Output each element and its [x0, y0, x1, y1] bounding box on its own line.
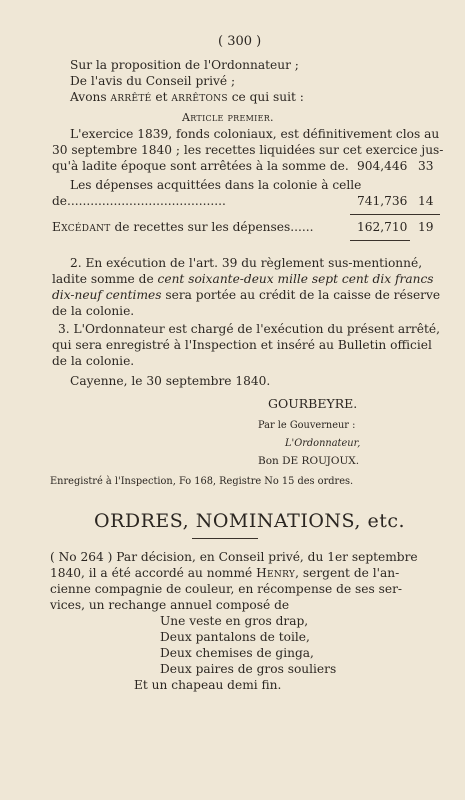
place-date: Cayenne, le 30 septembre 1840. — [70, 374, 271, 388]
item-chapeau: Et un chapeau demi fin. — [134, 678, 282, 692]
ordre-line-2 — [50, 566, 399, 581]
sum-rule — [350, 214, 440, 215]
item-souliers: Deux paires de gros souliers — [160, 662, 337, 676]
excedant-text: Excédant — [52, 220, 111, 234]
avons-text: Avons — [70, 90, 111, 104]
signature-roujoux: Bon DE ROUJOUX. — [258, 455, 360, 467]
ladite-text: ladite somme de — [52, 272, 158, 286]
art1-line-2: 30 septembre 1840 ; les recettes liquidées sur cet exercice jus- — [52, 143, 444, 157]
art1-line-1: L'exercice 1839, fonds coloniaux, est définitivement clos au — [70, 127, 440, 141]
art2-line-2 — [52, 272, 434, 287]
art2-line-4: de la colonie. — [52, 304, 135, 318]
total-rule — [350, 240, 410, 241]
art1-line-3: qu'à ladite époque sont arrêtées à la somme de. — [52, 159, 349, 173]
arrete-text: arrêté — [110, 90, 152, 104]
item-veste: Une veste en gros drap, — [160, 614, 309, 628]
page-number: ( 300 ) — [218, 34, 262, 49]
art3-line-2: qui sera enregistré à l'Inspection et inséré au Bulletin officiel — [52, 338, 432, 352]
name-henry: Henry — [256, 566, 296, 580]
art2-line-3 — [52, 288, 440, 303]
art3-line-1: 3. L'Ordonnateur est chargé de l'exécution du présent arrêté, — [58, 322, 440, 336]
article-heading: Article premier. — [182, 111, 274, 124]
art2-line-1: 2. En exécution de l'art. 39 du règlement sus-mentionné, — [70, 256, 423, 270]
somme-words-1: cent soixante-deux mille sept cent dix francs — [157, 272, 434, 286]
registration-note: Enregistré à l'Inspection, Fo 168, Registre No 15 des ordres. — [50, 476, 354, 487]
ordre-line-3: cienne compagnie de couleur, en récompense de ses ser- — [50, 582, 403, 596]
et-text: et — [151, 90, 172, 104]
l-ordonnateur: L'Ordonnateur, — [285, 438, 361, 449]
art1-line-5: de......................................... — [52, 194, 226, 208]
title-rule — [192, 538, 258, 539]
item-chemises: Deux chemises de ginga, — [160, 646, 314, 660]
intro-line-2: De l'avis du Conseil privé ; — [70, 74, 236, 88]
ordre-line-2-end: , sergent de l'an- — [295, 566, 400, 580]
arretons-text: arrêtons — [171, 90, 228, 104]
ordre-line-4: vices, un rechange annuel composé de — [50, 598, 290, 612]
excedant-amount: 162,710 — [357, 220, 408, 234]
ordre-line-1: ( No 264 ) Par décision, en Conseil privé, du 1er septembre — [50, 550, 418, 564]
art1-line-6 — [52, 220, 313, 235]
art3-line-3: de la colonie. — [52, 354, 135, 368]
credit-text: sera portée au crédit de la caisse de réserve — [161, 288, 441, 302]
signature-gourbeyre: GOURBEYRE. — [268, 396, 358, 411]
par-le-gouverneur: Par le Gouverneur : — [258, 420, 356, 431]
depenses-cents: 14 — [418, 194, 434, 208]
art1-line-4: Les dépenses acquittées dans la colonie à celle — [70, 178, 362, 192]
somme-words-2: dix-neuf centimes — [52, 288, 162, 302]
depenses-amount: 741,736 — [357, 194, 408, 208]
intro-line-1: Sur la proposition de l'Ordonnateur ; — [70, 58, 299, 72]
section-title: ORDRES, NOMINATIONS, etc. — [94, 510, 406, 532]
ce-qui-suit-text: ce qui suit : — [227, 90, 304, 104]
excedant-cents: 19 — [418, 220, 434, 234]
recettes-cents: 33 — [418, 159, 434, 173]
excedant-rest: de recettes sur les dépenses...... — [110, 220, 314, 234]
intro-line-3 — [70, 90, 304, 105]
item-pantalons: Deux pantalons de toile, — [160, 630, 310, 644]
ordre-line-2-start: 1840, il a été accordé au nommé — [50, 566, 257, 580]
recettes-amount: 904,446 — [357, 159, 408, 173]
